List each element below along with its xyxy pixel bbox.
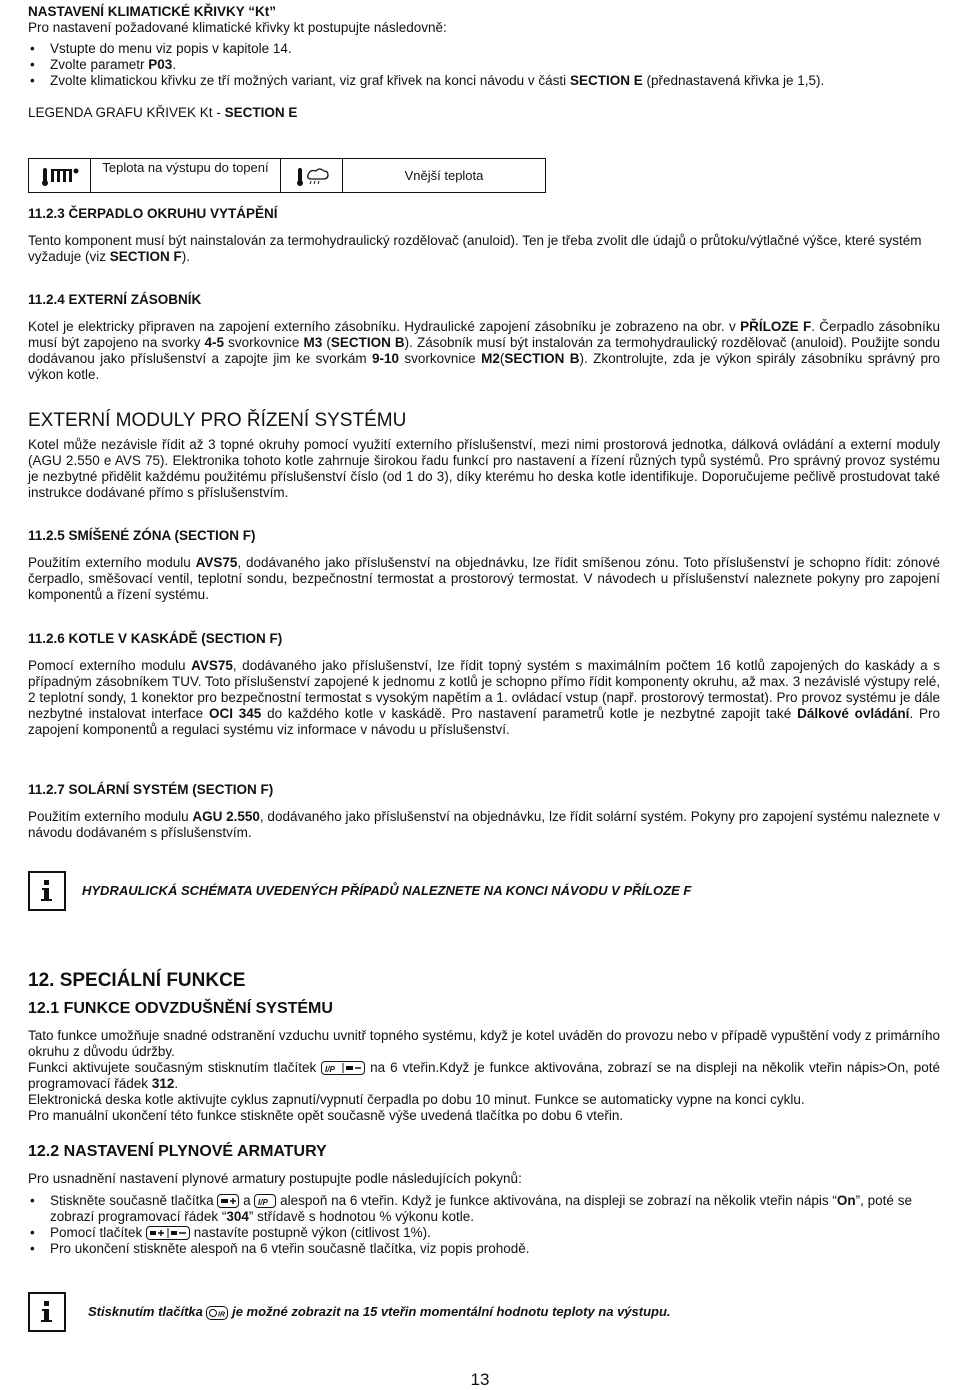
legend-right-cell	[343, 159, 545, 192]
flow-temperature-note: Stisknutím tlačítka IR je možné zobrazit na 15 vteřin momentální hodnotu teploty na výstupu.	[88, 1304, 671, 1319]
section-12-1-p2: Funkci aktivujete současným stisknutím tlačítek I/P na 6 vteřin.Když je funkce aktivována, zobrazí se na displeji na několik vteřin nápis>On, poté programovací řádek 312.	[28, 1060, 940, 1091]
section-11-2-7-text: Použitím externího modulu AGU 2.550, dodávaného jako příslušenství na objednávku, lze řídit solární systém. Pokyny pro zapojení systému naleznete v návodu dodávaném s příslušenstvím.	[28, 809, 940, 840]
outdoor-thermometer-icon	[281, 159, 341, 192]
section-11-2-7	[28, 782, 940, 841]
external-modules-text: Kotel může nezávisle řídit až 3 topné okruhy pomocí využití externího příslušenství, mezi nimi prostorová jednotka, dálková ovládání a externí moduly (AGU 2.550 e AVS 75). Elektronika tohoto kotle zahrnuje širokou řadu funkcí pro nastavení a řízení různých typů systémů. Pro správný provoz systému je nezbytné přidělit každému použitému příslušenství číslo (od 1 do 3), díky kterému ho deska kotle identifikuje. Doporučujeme pečlivě prostudovat také instrukce dodávané přímo s příslušenstvím.	[28, 437, 940, 500]
kt-steps	[28, 41, 940, 89]
ip-button-icon	[254, 1194, 276, 1208]
section-12-2-steps	[28, 1193, 940, 1257]
section-12-heading: 12. SPECIÁLNÍ FUNKCE	[28, 970, 246, 991]
section-11-2-6-text: Pomocí externího modulu AVS75, dodávaného jako příslušenství, lze řídit topný systém s maximálním počtem 16 kotlů zapojených do kaskády a s případným zásobníkem TUV. Toto příslušenství zapojené k jednomu z kotlů je schopno přímo řídit komponenty okruhu, až max. 3 nezávislé výstupy relé, 2 teplotní sondy, 1 konektor pro bezpečnostní termostat s vysokým napětím a 1. ovládací vstup (např. prostorový termostat). Pro provoz systému je dále nezbytné instalovat interface OCI 345 do každého kotle v kaskádě. Pro nastavení parametrů kotle je nezbytné zapojit také Dálkové ovládání. Pro zapojení komponentů a regulaci systému viz informace v návodu u příslušenství.	[28, 658, 940, 737]
dhw-plus-button-icon	[217, 1194, 239, 1208]
kt-section	[28, 4, 940, 121]
section-12-2-step-3: • Pro ukončení stiskněte alespoň na 6 vteřin současně tlačítka, viz popis prohodě.	[28, 1241, 940, 1257]
kt-step-1: • Vstupte do menu viz popis v kapitole 14.	[28, 41, 940, 57]
section-12-1-heading: 12.1 FUNKCE ODVZDUŠNĚNÍ SYSTÉMU	[28, 1000, 333, 1017]
section-11-2-5	[28, 528, 940, 603]
legend-right-icon-cell	[281, 159, 343, 192]
info-icon-2	[28, 1292, 66, 1332]
section-12-1-p3: Elektronická deska kotle aktivujte cyklus zapnutí/vypnutí čerpadla po dobu 10 minut. Funkce se automaticky vypne na konci cyklu.	[28, 1092, 805, 1107]
dhw-plus-minus-buttons-icon	[146, 1226, 190, 1240]
legend-left-cell	[91, 159, 281, 192]
legend-right-label: Vnější teplota	[404, 168, 484, 183]
section-11-2-6	[28, 631, 940, 738]
legend-table	[28, 158, 546, 193]
legend-left-icon-cell	[29, 159, 91, 192]
hydraulic-schemes-note: HYDRAULICKÁ SCHÉMATA UVEDENÝCH PŘÍPADŮ NALEZNETE NA KONCI NÁVODU V PŘÍLOZE F	[82, 883, 692, 898]
section-11-2-5-heading: 11.2.5 SMÍŠENÉ ZÓNA (SECTION F)	[28, 528, 256, 543]
section-12-1-p4: Pro manuální ukončení této funkce stiskněte opět současně výše uvedená tlačítka po dobu 6 vteřin.	[28, 1108, 624, 1123]
section-12-2-step-2: • Pomocí tlačítek nastavíte postupně výkon (citlivost 1%).	[28, 1225, 940, 1241]
section-12-1-p1: Tato funkce umožňuje snadné odstranění vzduchu uvnitř topného systému, když je kotel uváděn do provozu nebo v případě vypuštění vody z primárního okruhu z důvodu údržby.	[28, 1028, 940, 1059]
radiator-thermometer-icon	[29, 159, 89, 192]
legend-left-label: Teplota na výstupu do topení	[102, 160, 269, 175]
svg-text:IR: IR	[218, 1311, 226, 1319]
section-11-2-3	[28, 206, 940, 265]
svg-text:I/P: I/P	[325, 1065, 335, 1075]
section-11-2-6-heading: 11.2.6 KOTLE V KASKÁDĚ (SECTION F)	[28, 631, 283, 646]
kt-intro: Pro nastavení požadované klimatické křivky kt postupujte následovně:	[28, 20, 447, 35]
section-11-2-5-text: Použitím externího modulu AVS75, dodávaného jako příslušenství na objednávku, lze řídit smíšenou zónu. Toto příslušenství je schopno řídit: zónové čerpadlo, směšovací ventil, teplotní sondu, bezpečnostní termostat a prostorový termostat. V návodech u příslušenství naleznete pokyny pro zapojení komponentů a řízení systému.	[28, 555, 941, 602]
kt-step-2: • Zvolte parametr P03.	[28, 57, 940, 73]
section-11-2-3-text: Tento komponent musí být nainstalován za termohydraulický rozdělovač (anuloid). Ten je třeba zvolit dle údajů o průtoku/výtlačné výšce, které systém vyžaduje (viz SECTION F).	[28, 233, 922, 264]
section-11-2-7-heading: 11.2.7 SOLÁRNÍ SYSTÉM (SECTION F)	[28, 782, 274, 797]
info-icon	[28, 871, 66, 911]
section-11-2-3-heading: 11.2.3 ČERPADLO OKRUHU VYTÁPĚNÍ	[28, 206, 278, 221]
page-number: 13	[470, 1370, 490, 1389]
svg-text:I/P: I/P	[258, 1198, 269, 1208]
section-12-2-intro: Pro usnadnění nastavení plynové armatury postupujte podle následujících pokynů:	[28, 1171, 522, 1186]
section-11-2-4-heading: 11.2.4 EXTERNÍ ZÁSOBNÍK	[28, 292, 202, 307]
section-12-2-heading: 12.2 NASTAVENÍ PLYNOVÉ ARMATURY	[28, 1143, 327, 1160]
ir-button-icon	[206, 1306, 228, 1320]
kt-title: NASTAVENÍ KLIMATICKÉ KŘIVKY “Kt”	[28, 4, 277, 19]
section-11-2-4	[28, 292, 940, 383]
external-modules-section	[28, 410, 940, 501]
kt-step-3: • Zvolte klimatickou křivku ze tří možných variant, viz graf křivek na konci návodu v části SECTION E (přednastavená křivka je 1,5).	[28, 73, 940, 89]
ip-and-minus-buttons-icon	[321, 1061, 365, 1075]
legend-title: LEGENDA GRAFU KŘIVEK Kt - SECTION E	[28, 105, 298, 120]
section-11-2-4-text: Kotel je elektricky připraven na zapojení externího zásobníku. Hydraulické zapojení zásobníku je zobrazeno na obr. v PŘÍLOZE F. Čerpadlo zásobníku musí být zapojeno na svorky 4-5 svorkovnice M3 (SECTION B). Zásobník musí být instalován za termohydraulický rozdělovač (anuloid). Použijte sondu dodávanou jako příslušenství a zapojte jim ke svorkám 9-10 svorkovnice M2(SECTION B). Zkontrolujte, zda je výkon spirály zásobníku správný pro výkon kotle.	[28, 319, 940, 382]
section-12	[28, 970, 940, 1257]
section-12-2-step-1: • Stiskněte současně tlačítka a I/P alespoň na 6 vteřin. Když je funkce aktivována, na displeji se zobrazí na několik vteřin nápis “On”, poté se zobrazí programovací řádek “304” střídavě s hodnotou % výkonu kotle.	[28, 1193, 940, 1225]
external-modules-heading: EXTERNÍ MODULY PRO ŘÍZENÍ SYSTÉMU	[28, 410, 407, 431]
